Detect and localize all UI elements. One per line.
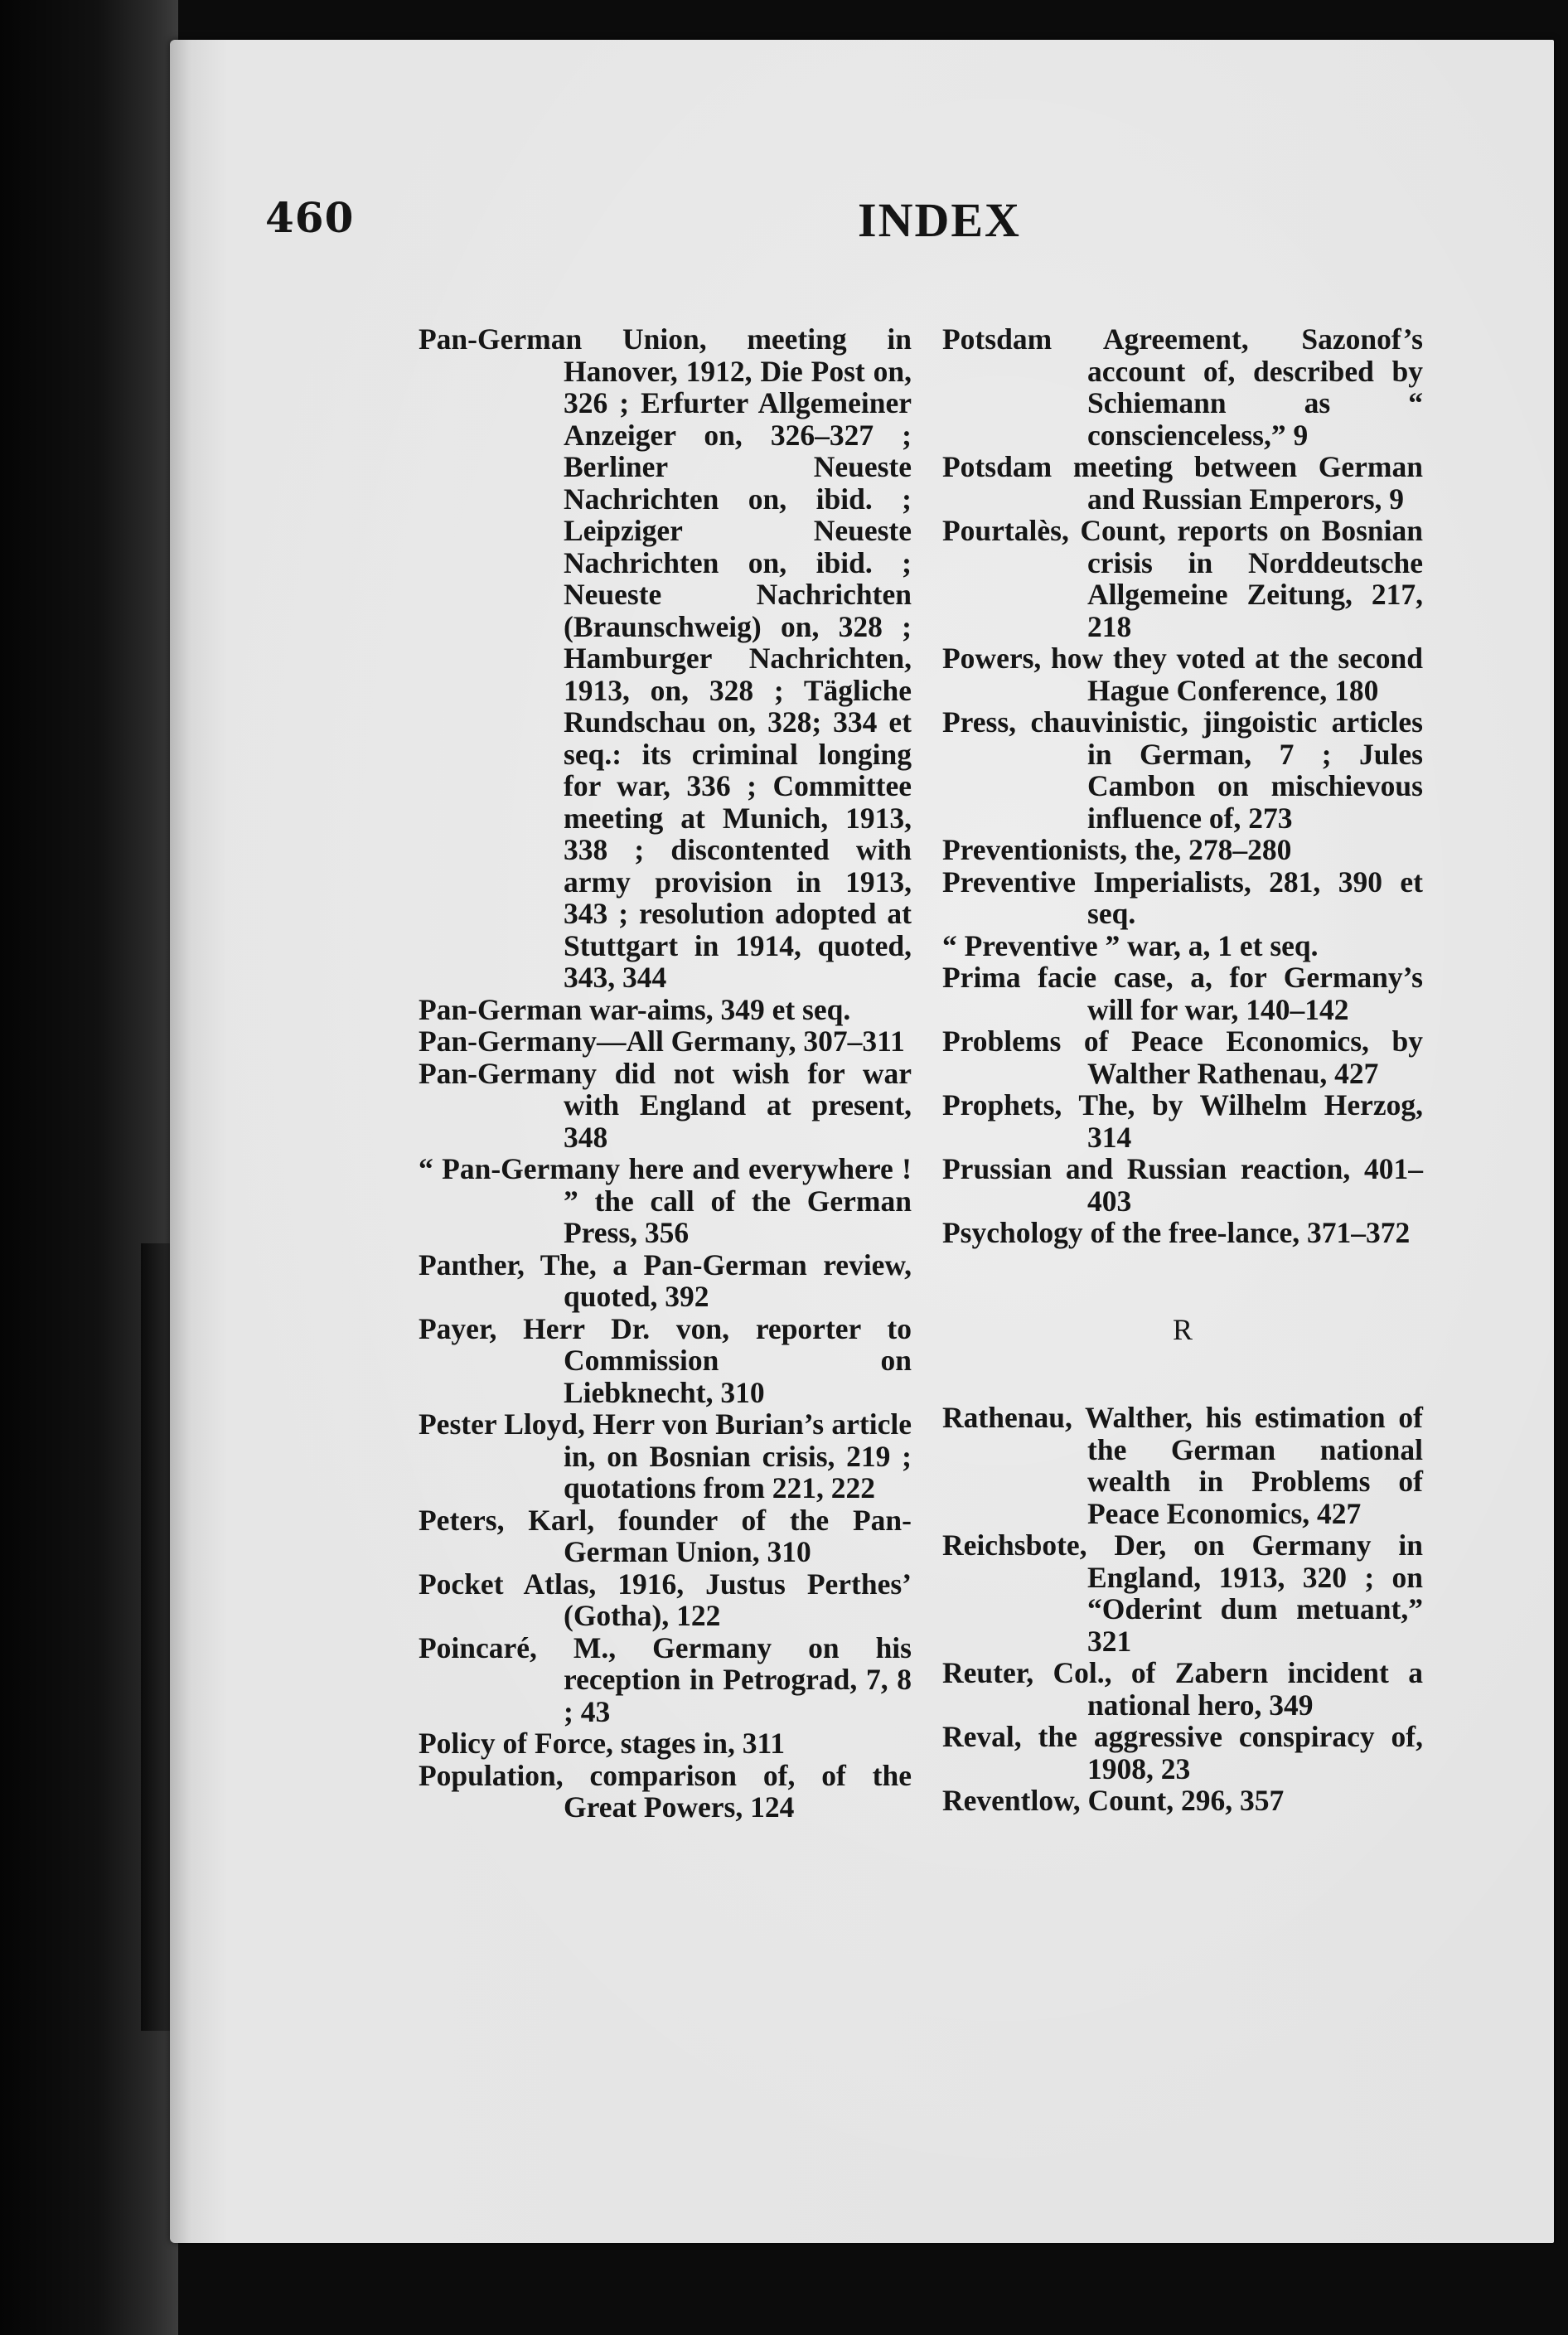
index-entry: Prussian and Russian reaction, 401–403 — [942, 1152, 1423, 1218]
index-entry: Reval, the aggressive conspiracy of, 1908, 23 — [942, 1720, 1423, 1785]
index-entry: Peters, Karl, founder of the Pan-German Union, 310 — [419, 1503, 912, 1568]
index-entry: “ Pan-Germany here and everywhere ! ” the call of the German Press, 356 — [419, 1152, 912, 1249]
index-entry: Potsdam Agreement, Sazonof’s account of, described by Schiemann as “ conscienceless,” 9 — [942, 322, 1423, 452]
page-title: INDEX — [858, 193, 1021, 247]
index-entry: Potsdam meeting between German and Russian Emperors, 9 — [942, 450, 1423, 516]
index-entry: Prophets, The, by Wilhelm Herzog, 314 — [942, 1088, 1423, 1154]
index-entry: “ Preventive ” war, a, 1 et seq. — [942, 928, 1319, 962]
index-entry: Preventive Imperialists, 281, 390 et seq. — [942, 865, 1423, 930]
index-entry: Pourtalès, Count, reports on Bosnian crisis in Norddeutsche Allgemeine Zeitung, 217, 218 — [942, 514, 1423, 643]
index-entry: Population, comparison of, of the Great Powers, 124 — [419, 1758, 912, 1824]
index-entry: Reichsbote, Der, on Germany in England, 1913, 320 ; on “Oderint dum metuant,” 321 — [942, 1528, 1423, 1658]
index-entry: Press, chauvinistic, jingoistic articles in German, 7 ; Jules Cambon on mischievous influence of, 273 — [942, 705, 1423, 835]
index-column-right — [942, 323, 1423, 1817]
index-entry: Policy of Force, stages in, 311 — [419, 1727, 786, 1760]
index-entry: Pan-Germany did not wish for war with England at present, 348 — [419, 1056, 912, 1154]
index-entry: Psychology of the free-lance, 371–372 — [942, 1216, 1411, 1249]
index-column-left — [419, 323, 912, 1824]
index-entry: Reuter, Col., of Zabern incident a national hero, 349 — [942, 1656, 1423, 1722]
index-entry: Pan-Germany—All Germany, 307–311 — [419, 1025, 905, 1058]
index-entry: Pester Lloyd, Herr von Burian’s article in, on Bosnian crisis, 219 ; quotations from 221, 222 — [419, 1407, 912, 1504]
index-entry: Preventionists, the, 278–280 — [942, 833, 1292, 866]
index-entry: Rathenau, Walther, his estimation of the German national wealth in Problems of Peace Economics, 427 — [942, 1401, 1423, 1530]
page-edge-shadow — [141, 1243, 174, 2031]
index-entry: Pan-German war-aims, 349 et seq. — [419, 992, 851, 1026]
index-entry: Problems of Peace Economics, by Walther Rathenau, 427 — [942, 1025, 1423, 1090]
index-entry: Pocket Atlas, 1916, Justus Perthes’ (Gotha), 122 — [419, 1567, 912, 1632]
index-entry: Prima facie case, a, for Germany’s will for war, 140–142 — [942, 961, 1423, 1026]
page-number: 460 — [265, 193, 355, 242]
index-entry: Pan-German Union, meeting in Hanover, 1912, Die Post on, 326 ; Erfurter Allgemeiner Anzeiger on, 326–327 ; Berliner Neueste Nachrichten on, ibid. ; Leipziger Neueste Nachrichten on, ibid. ; Neueste Nachrichten (Braunschweig) on, 328 ; Hamburger Nachrichten, 1913, on, 328 ; Tägliche Rundschau on, 328; 334 et seq.: its criminal longing for war, 336 ; Committee meeting at Munich, 1913, 338 ; discontented with army provision in 1913, 343 ; resolution adopted at Stuttgart in 1914, quoted, 343, 344 — [419, 322, 912, 994]
index-entry: Reventlow, Count, 296, 357 — [942, 1784, 1285, 1817]
index-entry: Payer, Herr Dr. von, reporter to Commission on Liebknecht, 310 — [419, 1311, 912, 1409]
index-entry: Powers, how they voted at the second Hague Conference, 180 — [942, 642, 1423, 707]
index-entry: Panther, The, a Pan-German review, quoted, 392 — [419, 1247, 912, 1313]
index-entry: Poincaré, M., Germany on his reception in Petrograd, 7, 8 ; 43 — [419, 1630, 912, 1728]
section-letter-heading: R — [1172, 1312, 1193, 1346]
